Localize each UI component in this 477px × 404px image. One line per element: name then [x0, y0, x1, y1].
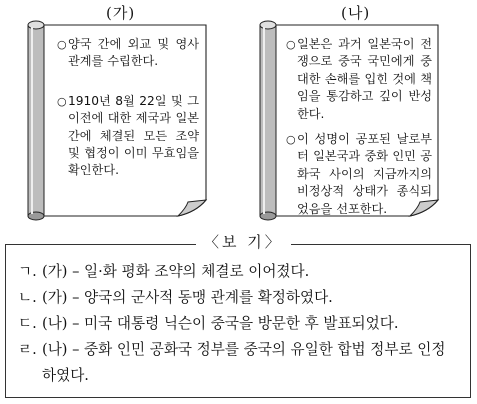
panel-a-content — [57, 36, 199, 194]
bullet-icon: ○ — [57, 38, 67, 51]
bogi-option-3 — [18, 311, 464, 337]
scroll-panel-a — [20, 18, 216, 226]
list-item — [286, 131, 432, 218]
scroll-panel-b — [252, 18, 448, 226]
item-text: 양국 간에 외교 및 영사 관계를 수립한다. — [68, 37, 199, 69]
option-text: (나) – 중화 인민 공화국 정부를 중국의 유일한 합법 정부로 인정하였다. — [42, 341, 446, 384]
bogi-title: 〈보 기〉 — [196, 231, 291, 252]
bogi-option-2 — [18, 285, 464, 311]
option-text: (나) – 미국 대통령 닉슨이 중국을 방문한 후 발표되었다. — [42, 315, 399, 332]
panel-a-label: (가) — [106, 4, 136, 22]
list-item — [57, 36, 199, 71]
panel-b-content — [286, 36, 432, 232]
item-text: 이 성명이 공포된 날로부터 일본국과 중화 인민 공화국 사이의 지금까지의 비정상적 상태가 종식되었음을 선포한다. — [297, 132, 432, 216]
bogi-option-4 — [18, 337, 464, 389]
list-item — [286, 36, 432, 123]
bogi-option-1 — [18, 259, 464, 285]
item-text: 일본은 과거 일본국이 전쟁으로 중국 국민에게 중대한 손해를 입힌 것에 책임을 통감하고 깊이 반성한다. — [297, 37, 432, 121]
bullet-icon: ○ — [286, 133, 296, 147]
option-marker: ㄷ. — [18, 315, 37, 332]
option-marker: ㄴ. — [18, 289, 37, 306]
option-marker: ㄹ. — [18, 341, 37, 358]
option-marker: ㄱ. — [18, 263, 37, 280]
item-text: 1910년 8월 22일 및 그 이전에 대한 제국과 일본 간에 체결된 모든 조약 및 협정이 이미 무효임을 확인한다. — [68, 93, 199, 178]
option-text: (가) – 양국의 군사적 동맹 관계를 확정하였다. — [42, 289, 333, 306]
bullet-icon: ○ — [57, 94, 67, 108]
bogi-list — [18, 259, 464, 389]
option-text: (가) – 일·화 평화 조약의 체결로 이어졌다. — [42, 263, 310, 280]
list-item — [57, 93, 199, 180]
panel-b-label: (나) — [341, 4, 371, 22]
bullet-icon: ○ — [286, 38, 296, 51]
